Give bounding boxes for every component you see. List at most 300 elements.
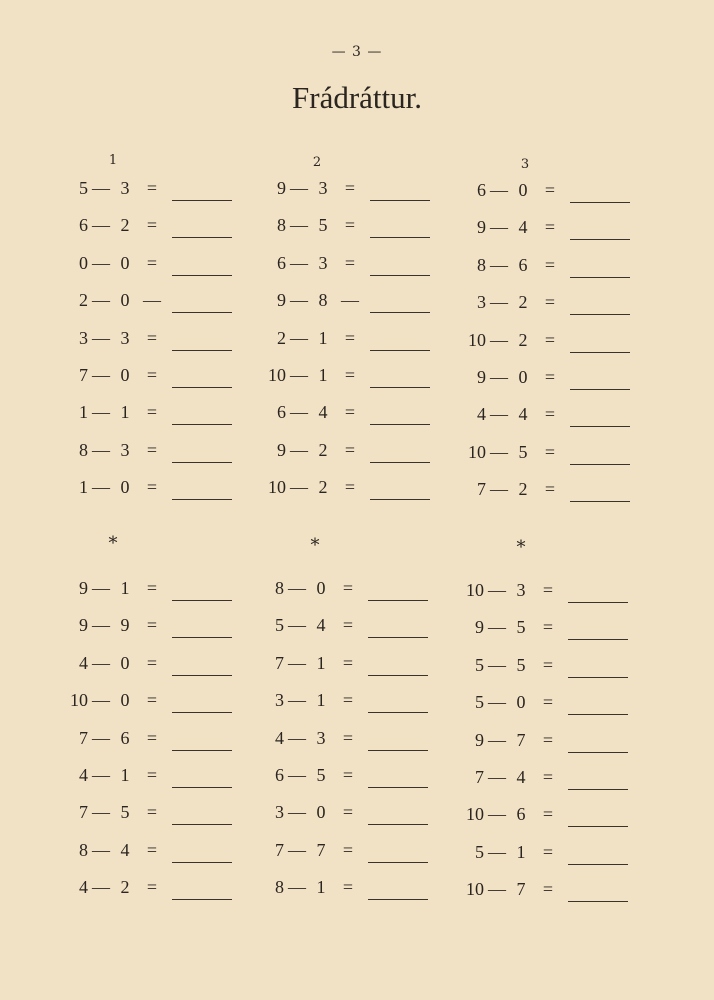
minuend: 9: [277, 439, 286, 460]
minus-sign: —: [290, 365, 308, 385]
answer-blank[interactable]: [370, 275, 430, 276]
equals-sign: =: [544, 292, 556, 313]
equals-sign: =: [544, 367, 556, 387]
answer-blank[interactable]: [370, 462, 430, 463]
subtrahend: 3: [516, 580, 526, 600]
minus-sign: —: [490, 329, 508, 350]
minuend: 7: [79, 365, 88, 385]
section-divider-star: *: [516, 537, 526, 558]
subtrahend: 0: [316, 802, 326, 823]
equals-sign: =: [344, 327, 356, 348]
equals-sign: =: [544, 329, 556, 350]
answer-blank[interactable]: [172, 899, 232, 900]
minuend: 7: [475, 767, 484, 787]
minus-sign: —: [92, 439, 110, 460]
answer-blank[interactable]: [172, 312, 232, 313]
minus-sign: —: [92, 252, 110, 273]
subtrahend: 5: [318, 215, 328, 236]
minuend: 9: [477, 217, 486, 238]
minus-sign: —: [288, 877, 306, 898]
subtrahend: 1: [316, 652, 326, 673]
answer-blank[interactable]: [172, 712, 232, 713]
subtraction-problem: [258, 215, 438, 249]
subtrahend: 0: [120, 477, 130, 498]
minus-sign: —: [490, 180, 508, 200]
subtrahend: 2: [120, 215, 130, 236]
equals-sign: =: [146, 765, 158, 785]
minuend: 5: [79, 178, 88, 198]
equals-sign: =: [542, 879, 554, 900]
subtraction-problem: [458, 330, 638, 364]
equals-sign: =: [342, 652, 354, 673]
subtraction-problem: [60, 215, 240, 249]
minus-sign: —: [92, 877, 110, 898]
minuend: 2: [277, 327, 286, 348]
answer-blank[interactable]: [568, 789, 628, 790]
subtrahend: 6: [120, 727, 130, 748]
subtraction-problem: [60, 877, 240, 911]
subtrahend: 0: [120, 290, 130, 311]
subtrahend: 3: [120, 439, 130, 460]
subtraction-problem: [60, 802, 240, 836]
equals-sign: =: [344, 215, 356, 236]
minuend: 3: [477, 292, 486, 313]
minus-sign: —: [92, 327, 110, 348]
minuend: 4: [79, 652, 88, 673]
minuend: 6: [275, 765, 284, 785]
section-divider-star: *: [108, 533, 118, 554]
minus-sign: —: [288, 802, 306, 823]
subtrahend: 4: [120, 839, 130, 860]
equals-sign: =: [146, 802, 158, 823]
minus-sign: —: [92, 178, 110, 198]
subtraction-problem: [458, 292, 638, 326]
equals-sign: =: [344, 477, 356, 498]
equals-sign: =: [542, 654, 554, 675]
subtraction-problem: [60, 402, 240, 436]
subtraction-problem: [456, 804, 636, 838]
subtrahend: 2: [518, 479, 528, 500]
answer-blank[interactable]: [570, 277, 630, 278]
minuend: 6: [477, 180, 486, 200]
column-header: 1: [108, 153, 118, 168]
subtraction-problem: [60, 477, 240, 511]
subtrahend: 3: [120, 178, 130, 198]
minuend: 9: [79, 615, 88, 636]
subtrahend: 1: [318, 365, 328, 385]
subtrahend: 6: [516, 804, 526, 825]
equals-sign: =: [544, 479, 556, 500]
subtraction-problem: [60, 253, 240, 287]
subtrahend: 4: [516, 767, 526, 787]
equals-sign: =: [344, 252, 356, 273]
equals-sign: =: [146, 365, 158, 385]
subtraction-problem: [256, 653, 436, 687]
answer-blank[interactable]: [568, 901, 628, 902]
minuend: 9: [277, 290, 286, 311]
equals-sign: =: [146, 477, 158, 498]
column-header: 3: [520, 157, 530, 172]
answer-blank[interactable]: [570, 501, 630, 502]
minus-sign: —: [288, 615, 306, 636]
minuend: 4: [477, 404, 486, 425]
subtrahend: 7: [316, 839, 326, 860]
subtrahend: 0: [120, 365, 130, 385]
minus-sign: —: [488, 879, 506, 900]
minus-sign: —: [92, 615, 110, 636]
equals-sign: =: [146, 402, 158, 423]
answer-blank[interactable]: [570, 389, 630, 390]
subtrahend: 7: [516, 879, 526, 900]
subtraction-problem: [456, 767, 636, 801]
subtraction-problem: [256, 728, 436, 762]
minus-sign: —: [290, 439, 308, 460]
equals-sign: —: [143, 290, 161, 311]
subtrahend: 0: [516, 692, 526, 713]
subtrahend: 2: [318, 439, 328, 460]
minus-sign: —: [92, 765, 110, 785]
subtraction-problem: [456, 730, 636, 764]
equals-sign: =: [344, 402, 356, 423]
answer-blank[interactable]: [172, 424, 232, 425]
subtraction-problem: [258, 477, 438, 511]
subtrahend: 5: [516, 654, 526, 675]
subtrahend: 0: [518, 367, 528, 387]
minuend: 10: [466, 580, 484, 600]
answer-blank[interactable]: [568, 864, 628, 865]
equals-sign: =: [146, 252, 158, 273]
subtraction-problem: [458, 255, 638, 289]
minuend: 8: [277, 215, 286, 236]
minuend: 10: [268, 477, 286, 498]
equals-sign: =: [342, 839, 354, 860]
minus-sign: —: [290, 178, 308, 198]
answer-blank[interactable]: [568, 602, 628, 603]
minuend: 7: [275, 839, 284, 860]
minuend: 8: [79, 439, 88, 460]
answer-blank[interactable]: [368, 862, 428, 863]
minuend: 9: [79, 578, 88, 598]
subtraction-problem: [256, 765, 436, 799]
answer-blank[interactable]: [172, 787, 232, 788]
subtrahend: 0: [316, 578, 326, 598]
minus-sign: —: [490, 441, 508, 462]
minuend: 1: [79, 477, 88, 498]
equals-sign: =: [544, 404, 556, 425]
answer-blank[interactable]: [172, 862, 232, 863]
equals-sign: =: [146, 615, 158, 636]
subtraction-problem: [458, 217, 638, 251]
equals-sign: =: [542, 580, 554, 600]
section-divider-star: *: [310, 535, 320, 556]
minus-sign: —: [488, 654, 506, 675]
answer-blank[interactable]: [172, 675, 232, 676]
minus-sign: —: [488, 767, 506, 787]
column-header: 2: [312, 155, 322, 170]
answer-blank[interactable]: [368, 712, 428, 713]
subtraction-problem: [256, 840, 436, 874]
subtraction-problem: [256, 802, 436, 836]
minus-sign: —: [488, 804, 506, 825]
subtrahend: 0: [518, 180, 528, 200]
subtrahend: 1: [120, 402, 130, 423]
subtraction-problem: [458, 367, 638, 401]
equals-sign: =: [544, 254, 556, 275]
answer-blank[interactable]: [370, 424, 430, 425]
subtraction-problem: [256, 877, 436, 911]
minus-sign: —: [92, 802, 110, 823]
minuend: 7: [275, 652, 284, 673]
minus-sign: —: [92, 652, 110, 673]
subtraction-problem: [256, 690, 436, 724]
minuend: 8: [275, 877, 284, 898]
minus-sign: —: [92, 690, 110, 711]
minuend: 2: [79, 290, 88, 311]
answer-blank[interactable]: [172, 499, 232, 500]
minus-sign: —: [290, 252, 308, 273]
answer-blank[interactable]: [370, 387, 430, 388]
equals-sign: =: [146, 690, 158, 711]
minuend: 4: [79, 765, 88, 785]
answer-blank[interactable]: [570, 464, 630, 465]
minuend: 8: [79, 839, 88, 860]
equals-sign: =: [146, 877, 158, 898]
subtraction-problem: [458, 479, 638, 513]
subtraction-problem: [60, 690, 240, 724]
answer-blank[interactable]: [172, 350, 232, 351]
answer-blank[interactable]: [370, 350, 430, 351]
subtrahend: 2: [518, 329, 528, 350]
subtraction-problem: [258, 178, 438, 212]
minuend: 3: [275, 802, 284, 823]
minus-sign: —: [92, 365, 110, 385]
minus-sign: —: [488, 692, 506, 713]
minuend: 3: [275, 690, 284, 711]
minuend: 7: [79, 727, 88, 748]
subtraction-problem: [60, 578, 240, 612]
minuend: 5: [475, 692, 484, 713]
equals-sign: =: [146, 652, 158, 673]
subtrahend: 3: [318, 178, 328, 198]
answer-blank[interactable]: [368, 600, 428, 601]
subtrahend: 3: [318, 252, 328, 273]
subtraction-problem: [456, 879, 636, 913]
page-number: — 3 —: [331, 44, 383, 60]
subtrahend: 3: [316, 727, 326, 748]
equals-sign: =: [342, 765, 354, 785]
minus-sign: —: [488, 617, 506, 638]
equals-sign: —: [341, 290, 359, 311]
answer-blank[interactable]: [172, 824, 232, 825]
subtrahend: 1: [516, 841, 526, 862]
minus-sign: —: [92, 839, 110, 860]
subtraction-problem: [60, 365, 240, 399]
equals-sign: =: [544, 217, 556, 238]
minus-sign: —: [92, 578, 110, 598]
minuend: 4: [79, 877, 88, 898]
subtrahend: 2: [518, 292, 528, 313]
equals-sign: =: [342, 877, 354, 898]
subtrahend: 4: [318, 402, 328, 423]
minus-sign: —: [290, 402, 308, 423]
answer-blank[interactable]: [568, 677, 628, 678]
subtraction-problem: [456, 617, 636, 651]
equals-sign: =: [342, 578, 354, 598]
minuend: 6: [277, 252, 286, 273]
answer-blank[interactable]: [368, 637, 428, 638]
equals-sign: =: [542, 804, 554, 825]
subtraction-problem: [258, 253, 438, 287]
minus-sign: —: [92, 290, 110, 311]
subtraction-problem: [60, 440, 240, 474]
subtrahend: 1: [316, 877, 326, 898]
subtraction-problem: [60, 653, 240, 687]
answer-blank[interactable]: [370, 200, 430, 201]
answer-blank[interactable]: [570, 352, 630, 353]
subtraction-problem: [60, 290, 240, 324]
answer-blank[interactable]: [370, 499, 430, 500]
subtraction-problem: [256, 615, 436, 649]
subtrahend: 5: [316, 765, 326, 785]
answer-blank[interactable]: [370, 237, 430, 238]
equals-sign: =: [342, 802, 354, 823]
minus-sign: —: [92, 402, 110, 423]
subtrahend: 4: [518, 404, 528, 425]
minus-sign: —: [488, 729, 506, 750]
minus-sign: —: [490, 479, 508, 500]
subtraction-problem: [458, 180, 638, 214]
minus-sign: —: [490, 404, 508, 425]
subtrahend: 1: [120, 765, 130, 785]
minuend: 10: [468, 329, 486, 350]
answer-blank[interactable]: [172, 600, 232, 601]
answer-blank[interactable]: [570, 314, 630, 315]
minuend: 4: [275, 727, 284, 748]
page-title: Frádráttur.: [292, 80, 422, 115]
answer-blank[interactable]: [368, 899, 428, 900]
minus-sign: —: [288, 690, 306, 711]
equals-sign: =: [344, 439, 356, 460]
minus-sign: —: [490, 217, 508, 238]
minuend: 0: [79, 252, 88, 273]
subtraction-problem: [60, 178, 240, 212]
answer-blank[interactable]: [570, 239, 630, 240]
answer-blank[interactable]: [172, 637, 232, 638]
equals-sign: =: [146, 327, 158, 348]
minuend: 5: [475, 841, 484, 862]
answer-blank[interactable]: [172, 200, 232, 201]
minuend: 9: [477, 367, 486, 387]
subtraction-problem: [60, 765, 240, 799]
subtrahend: 1: [318, 327, 328, 348]
answer-blank[interactable]: [568, 752, 628, 753]
answer-blank[interactable]: [568, 714, 628, 715]
subtraction-problem: [456, 655, 636, 689]
answer-blank[interactable]: [370, 312, 430, 313]
minuend: 8: [477, 254, 486, 275]
subtraction-problem: [256, 578, 436, 612]
equals-sign: =: [342, 690, 354, 711]
subtraction-problem: [458, 442, 638, 476]
minuend: 5: [475, 654, 484, 675]
answer-blank[interactable]: [172, 237, 232, 238]
equals-sign: =: [146, 215, 158, 236]
subtraction-problem: [258, 290, 438, 324]
subtraction-problem: [258, 365, 438, 399]
subtrahend: 7: [516, 729, 526, 750]
subtraction-problem: [456, 842, 636, 876]
equals-sign: =: [146, 727, 158, 748]
minuend: 10: [70, 690, 88, 711]
equals-sign: =: [544, 441, 556, 462]
minuend: 10: [468, 441, 486, 462]
answer-blank[interactable]: [368, 750, 428, 751]
minus-sign: —: [490, 254, 508, 275]
answer-blank[interactable]: [172, 387, 232, 388]
minus-sign: —: [288, 765, 306, 785]
minuend: 6: [277, 402, 286, 423]
equals-sign: =: [344, 365, 356, 385]
subtrahend: 0: [120, 652, 130, 673]
answer-blank[interactable]: [568, 639, 628, 640]
subtrahend: 0: [120, 252, 130, 273]
subtrahend: 3: [120, 327, 130, 348]
minuend: 9: [475, 617, 484, 638]
subtraction-problem: [456, 692, 636, 726]
equals-sign: =: [146, 439, 158, 460]
subtraction-problem: [60, 840, 240, 874]
answer-blank[interactable]: [172, 462, 232, 463]
answer-blank[interactable]: [570, 426, 630, 427]
minuend: 9: [475, 729, 484, 750]
answer-blank[interactable]: [368, 787, 428, 788]
minuend: 10: [466, 879, 484, 900]
subtrahend: 9: [120, 615, 130, 636]
minuend: 6: [79, 215, 88, 236]
equals-sign: =: [542, 692, 554, 713]
equals-sign: =: [342, 727, 354, 748]
minus-sign: —: [288, 578, 306, 598]
equals-sign: =: [542, 729, 554, 750]
minus-sign: —: [290, 290, 308, 311]
subtraction-problem: [60, 615, 240, 649]
subtraction-problem: [258, 402, 438, 436]
answer-blank[interactable]: [172, 750, 232, 751]
answer-blank[interactable]: [570, 202, 630, 203]
subtrahend: 2: [318, 477, 328, 498]
minuend: 5: [275, 615, 284, 636]
minus-sign: —: [290, 327, 308, 348]
equals-sign: =: [342, 615, 354, 636]
subtrahend: 5: [516, 617, 526, 638]
minuend: 1: [79, 402, 88, 423]
minuend: 7: [477, 479, 486, 500]
answer-blank[interactable]: [368, 675, 428, 676]
subtraction-problem: [60, 728, 240, 762]
answer-blank[interactable]: [568, 826, 628, 827]
subtraction-problem: [258, 328, 438, 362]
subtrahend: 4: [316, 615, 326, 636]
minus-sign: —: [288, 727, 306, 748]
equals-sign: =: [146, 839, 158, 860]
subtraction-problem: [456, 580, 636, 614]
subtrahend: 4: [518, 217, 528, 238]
answer-blank[interactable]: [368, 824, 428, 825]
minus-sign: —: [92, 477, 110, 498]
answer-blank[interactable]: [172, 275, 232, 276]
equals-sign: =: [146, 178, 158, 198]
subtraction-problem: [458, 404, 638, 438]
